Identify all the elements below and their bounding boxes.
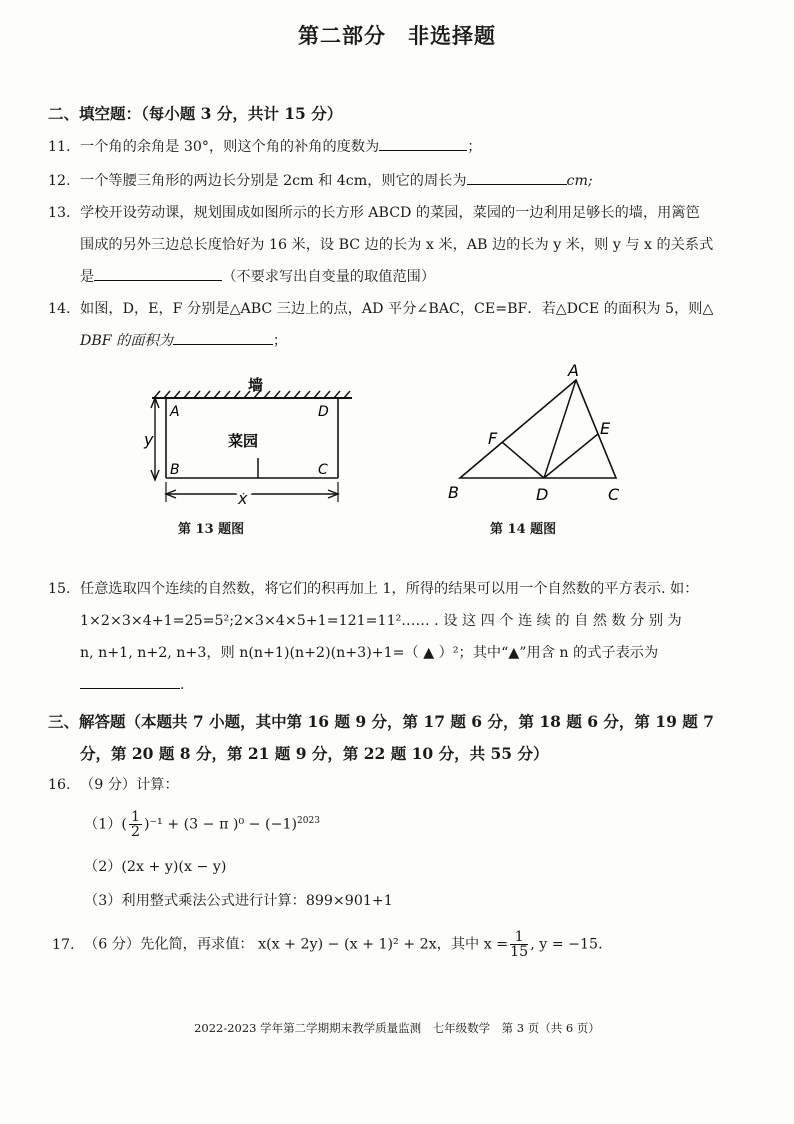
q16-p1-label: （1） [84,816,122,833]
q16-part-1: （1）( $\frac{1}{2}$ )⁻¹ + (3 − π )$^0 - (-1)^{2023}$ [84,809,320,841]
question-12 [48,170,593,190]
fig13-point-d: D [318,404,329,420]
triangle-abc [460,380,616,478]
q11-answer-blank[interactable] [379,136,467,151]
q12-end: cm; [566,173,593,190]
fig14-point-c: C [608,485,620,504]
question-13-line1 [48,202,700,222]
q13-text-2: 围成的另外三边总长度恰好为 16 米，设 BC 边的长为 x 米，AB 边的长为 y 米，则 y 与 x 的关系式 [80,237,714,253]
question-11 [48,136,481,156]
figure-14-caption: 第 14 题图 [490,522,557,537]
segment-ed [544,434,598,478]
fig13-point-b: B [170,462,180,478]
q11-number: 11. [48,139,71,156]
fig14-point-b: B [448,483,459,502]
q14-text-2-post: ； [272,333,288,350]
fig14-point-f: F [488,429,498,448]
fig13-point-c: C [318,462,328,478]
question-14-line2 [80,330,287,350]
q14-answer-blank[interactable] [173,330,273,345]
q14-number: 14. [48,301,71,317]
q16-text: （9 分）计算： [80,777,179,793]
question-15-line4 [80,674,185,693]
figure-13 [140,370,370,510]
q13-text-3-post: （不要求写出自变量的取值范围） [222,269,436,286]
fig13-garden-label: 菜园 [228,432,259,450]
q15-number: 15. [48,581,71,597]
q16-number: 16. [48,777,71,793]
fig13-point-a: A [170,404,180,420]
section-2-heading: 二、填空题：（每小题 3 分，共计 15 分） [48,104,343,123]
question-13-line3 [80,266,435,286]
figure-14 [440,360,640,510]
q16-p1-numerator: 1 [130,809,140,825]
q16-p1-exponent: 2023 [297,815,320,826]
q16-part-3: （3）利用整式乘法公式进行计算：899×901+1 [84,893,393,909]
q13-answer-blank[interactable] [94,266,222,281]
q13-text-3-pre: 是 [80,269,95,286]
q11-end: ； [467,139,482,156]
section-3-heading-2: 分，第 20 题 8 分，第 21 题 9 分，第 22 题 10 分，共 55 分） [80,744,549,763]
page-footer: 2022-2023 学年第二学期期末教学质量监测 七年级数学 第 3 页（共 6 页） [194,1021,600,1035]
q16-p1-fraction [129,810,142,839]
q15-text-2: 1×2×3×4+1=25=5²;2×3×4×5+1=121=11²…… . 设 这 四 个 连 续 的 自 然 数 分 别 为 [80,613,682,629]
q17-denominator: 15 [510,944,529,961]
fig13-x-label: x [238,489,248,508]
fig13-wall-label: 墙 [248,376,264,394]
q15-answer-blank[interactable] [80,674,180,689]
q13-number: 13. [48,205,71,221]
q12-number: 12. [48,173,71,190]
page-title: 第二部分 非选择题 [298,23,496,48]
x-dimension-arrow [166,482,338,502]
q17-text: （6 分）先化简，再求值： x(x + 2y) − (x + 1)² + 2x，其中 x = [84,936,509,953]
q15-text-3: n, n+1, n+2, n+3，则 n(n+1)(n+2)(n+3)+1=（ ▲ ）²；其中“▲”用含 n 的式子表示为 [80,645,659,661]
q17-numerator: 1 [510,930,528,945]
q17-fraction [510,930,528,959]
fig14-point-e: E [600,419,611,438]
q13-text-1: 学校开设劳动课，规划围成如图所示的长方形 ABCD 的菜园，菜园的一边利用足够长的墙，用篱笆 [80,205,700,221]
question-14-line1 [48,298,713,318]
q14-text-1: 如图，D，E，F 分别是△ABC 三边上的点，AD 平分∠BAC，CE=BF．若△DCE 的面积为 5，则△ [80,301,714,317]
q12-text: 一个等腰三角形的两边长分别是 2cm 和 4cm，则它的周长为 [80,173,467,190]
fig13-y-label: y [144,430,154,449]
q14-text-2-pre: DBF 的面积为 [80,333,173,350]
question-16 [48,774,179,794]
q16-part-2: （2）(2x + y)(x − y) [84,859,227,875]
figure-13-caption: 第 13 题图 [178,522,245,537]
q15-end: . [180,677,185,694]
q11-text: 一个角的余角是 30°，则这个角的补角的度数为 [80,139,380,156]
question-17 [52,930,603,959]
q16-p1-denominator: 2 [130,824,140,841]
q12-answer-blank[interactable] [467,170,567,185]
segment-ad [544,380,576,478]
fig14-point-a: A [568,361,579,380]
section-3-heading-1: 三、解答题（本题共 7 小题，其中第 16 题 9 分，第 17 题 6 分，第 18 题 6 分，第 19 题 7 [48,712,714,731]
q17-post: , y = −15. [530,936,603,953]
question-15-line1 [48,578,698,598]
q16-p1-rest: )⁻¹ + (3 − π )⁰ − (−1) [143,816,298,833]
segment-fd [502,442,544,478]
q15-text-1: 任意选取四个连续的自然数，将它们的积再加上 1，所得的结果可以用一个自然数的平方表示. 如： [80,581,699,597]
fig14-point-d: D [536,485,549,504]
q17-number: 17. [52,936,75,953]
